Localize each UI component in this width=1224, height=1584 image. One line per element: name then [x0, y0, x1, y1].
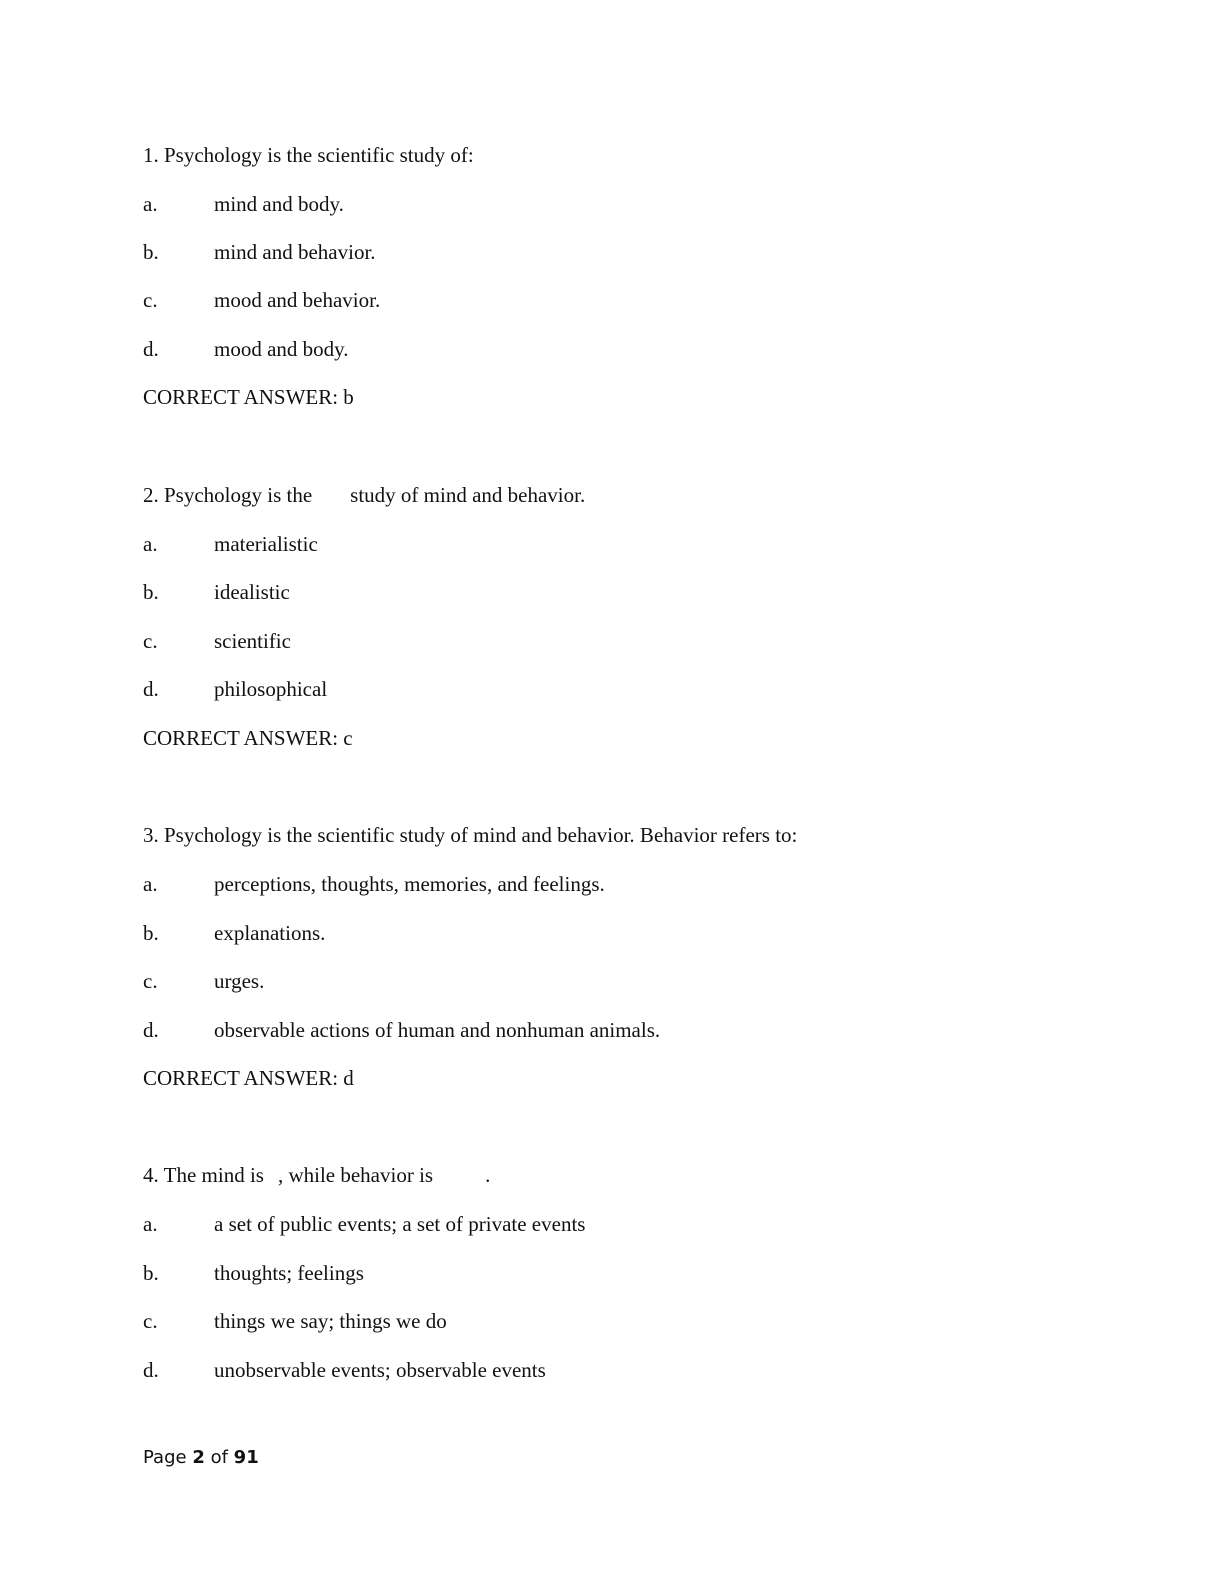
question-3-option-letter-b: b. [143, 921, 159, 945]
question-2-option-text-d: philosophical [214, 677, 328, 701]
question-4-stem-part-2: , while behavior is [277, 1163, 434, 1187]
question-1-option-text-b: mind and behavior. [214, 240, 376, 264]
question-2-option-letter-c: c. [143, 629, 158, 653]
question-4-option-letter-c: c. [143, 1309, 158, 1333]
question-4-option-text-c: things we say; things we do [214, 1309, 447, 1333]
footer-total-pages: 91 [233, 1447, 259, 1468]
footer-page-word: Page [143, 1447, 187, 1468]
question-1-option-letter-a: a. [143, 192, 158, 216]
question-4-stem-part-3: . [485, 1163, 491, 1187]
question-2-stem-after: study of mind and behavior. [350, 483, 586, 507]
footer-current-page: 2 [192, 1447, 205, 1468]
question-4-option-text-d: unobservable events; observable events [214, 1358, 546, 1382]
question-3-option-letter-d: d. [143, 1018, 159, 1042]
question-2-option-letter-b: b. [143, 580, 159, 604]
question-3-answer: CORRECT ANSWER: d [143, 1066, 354, 1090]
question-4-option-letter-d: d. [143, 1358, 159, 1382]
question-4-option-text-a: a set of public events; a set of private events [214, 1212, 586, 1236]
question-2-stem [143, 483, 585, 507]
question-3-option-letter-a: a. [143, 872, 158, 896]
question-4-option-letter-b: b. [143, 1261, 159, 1285]
question-1-option-text-d: mood and body. [214, 337, 349, 361]
question-1-option-letter-d: d. [143, 337, 159, 361]
question-2-option-text-c: scientific [214, 629, 291, 653]
question-1-option-text-c: mood and behavior. [214, 288, 381, 312]
question-1-option-text-a: mind and body. [214, 192, 344, 216]
question-1-option-letter-c: c. [143, 288, 158, 312]
question-3-option-letter-c: c. [143, 969, 158, 993]
question-4-option-text-b: thoughts; feelings [214, 1261, 364, 1285]
question-1-answer: CORRECT ANSWER: b [143, 385, 354, 409]
question-4-stem [143, 1163, 490, 1187]
question-3-option-text-b: explanations. [214, 921, 326, 945]
question-2-option-letter-d: d. [143, 677, 159, 701]
question-3-stem: 3. Psychology is the scientific study of mind and behavior. Behavior refers to: [143, 823, 798, 847]
question-4-option-letter-a: a. [143, 1212, 158, 1236]
question-3-option-text-c: urges. [214, 969, 265, 993]
page-footer [143, 1447, 259, 1469]
question-1-option-letter-b: b. [143, 240, 159, 264]
question-2-answer: CORRECT ANSWER: c [143, 726, 353, 750]
question-1-stem: 1. Psychology is the scientific study of: [143, 143, 474, 167]
question-3-option-text-d: observable actions of human and nonhuman animals. [214, 1018, 661, 1042]
question-2-option-letter-a: a. [143, 532, 158, 556]
question-2-option-text-b: idealistic [214, 580, 290, 604]
question-3-option-text-a: perceptions, thoughts, memories, and feelings. [214, 872, 605, 896]
question-2-option-text-a: materialistic [214, 532, 318, 556]
question-2-stem-before: 2. Psychology is the [143, 483, 313, 507]
question-4-stem-part-1: 4. The mind is [143, 1163, 264, 1187]
footer-of-word: of [210, 1447, 228, 1468]
